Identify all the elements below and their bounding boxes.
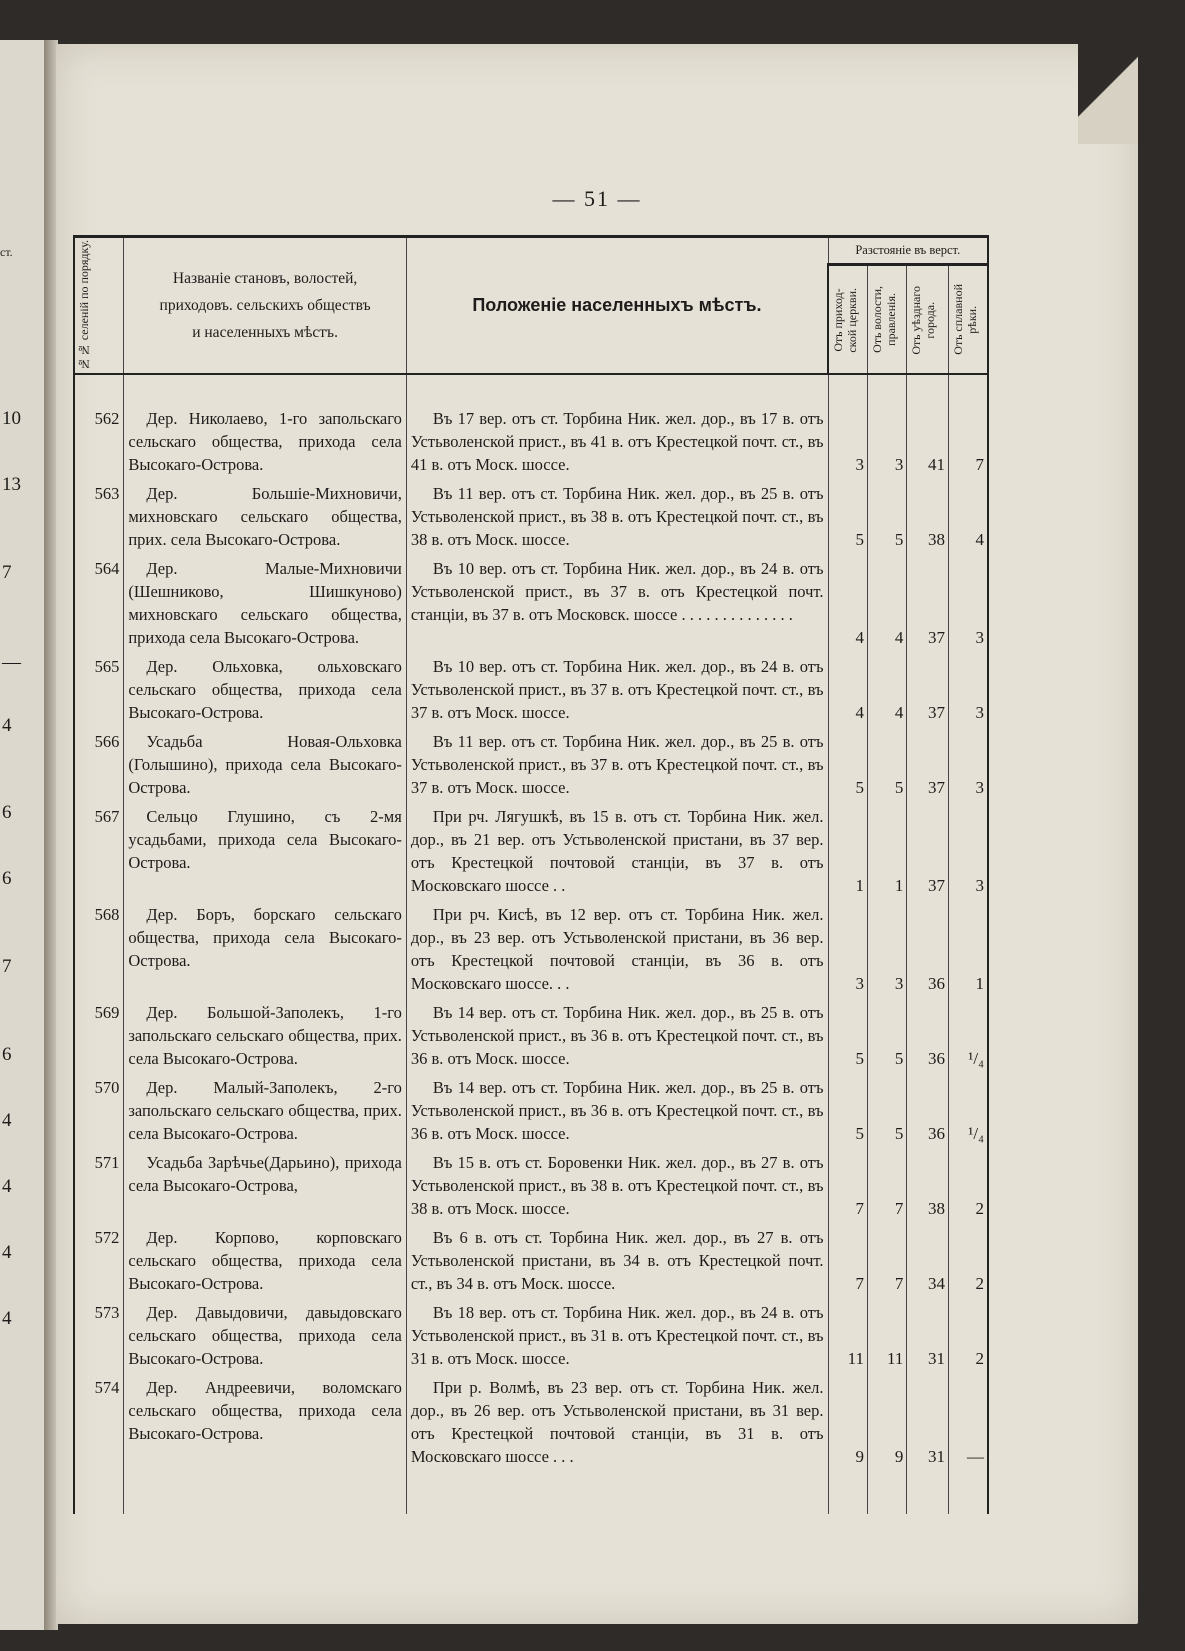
adjacent-page-number: 13 bbox=[2, 474, 21, 495]
table-row bbox=[74, 482, 988, 557]
dist-river: 1 bbox=[948, 903, 988, 1001]
header-dist-river: Отъ сплавной рѣки. bbox=[948, 265, 988, 374]
settlement-number: 562 bbox=[74, 407, 124, 482]
dist-town: 37 bbox=[907, 805, 949, 903]
dist-volost: 5 bbox=[867, 482, 906, 557]
dist-town: 38 bbox=[907, 1151, 949, 1226]
settlement-name: Дер. Ольховка, ольховскаго сельскаго общества, прихода села Высокаго-Острова. bbox=[124, 655, 407, 730]
table-row bbox=[74, 903, 988, 1001]
table-row bbox=[74, 1226, 988, 1301]
dist-volost: 5 bbox=[867, 1001, 906, 1076]
settlement-name: Дер. Андреевичи, воломскаго сельскаго общества, прихода села Высокаго-Острова. bbox=[124, 1376, 407, 1474]
dist-town: 36 bbox=[907, 1001, 949, 1076]
table-row bbox=[74, 1301, 988, 1376]
dist-river: 3 bbox=[948, 805, 988, 903]
dist-church: 3 bbox=[828, 407, 867, 482]
dist-volost: 1 bbox=[867, 805, 906, 903]
dist-river: 3 bbox=[948, 557, 988, 655]
adjacent-page-number: 4 bbox=[2, 1308, 12, 1329]
settlement-location: Въ 11 вер. отъ ст. Торбина Ник. жел. дор., въ 25 в. отъ Устьволенской прист., въ 38 в. отъ Крестецкой почт. ст., въ 38 в. отъ Моск. шоссе. bbox=[406, 482, 828, 557]
table-row bbox=[74, 1001, 988, 1076]
settlement-number: 572 bbox=[74, 1226, 124, 1301]
settlement-number: 567 bbox=[74, 805, 124, 903]
adjacent-page-number: 6 bbox=[2, 802, 12, 823]
settlement-name: Дер. Николаево, 1-го запольскаго сельскаго общества, прихода села Высокаго-Острова. bbox=[124, 407, 407, 482]
settlement-number: 569 bbox=[74, 1001, 124, 1076]
dist-church: 4 bbox=[828, 655, 867, 730]
dist-church: 7 bbox=[828, 1151, 867, 1226]
settlement-location: Въ 14 вер. отъ ст. Торбина Ник. жел. дор., въ 25 в. отъ Устьволенской прист., въ 36 в. отъ Крестецкой почт. ст., въ 36 в. отъ Моск. шоссе. bbox=[406, 1076, 828, 1151]
header-dist-volost: Отъ волости, правленія. bbox=[867, 265, 906, 374]
dist-town: 34 bbox=[907, 1226, 949, 1301]
dist-river: 3 bbox=[948, 655, 988, 730]
dist-volost: 3 bbox=[867, 903, 906, 1001]
settlement-number: 563 bbox=[74, 482, 124, 557]
adjacent-page-header: ст. bbox=[0, 245, 13, 259]
dist-volost: 3 bbox=[867, 407, 906, 482]
table-row bbox=[74, 407, 988, 482]
settlement-number: 570 bbox=[74, 1076, 124, 1151]
dist-church: 11 bbox=[828, 1301, 867, 1376]
dist-town: 41 bbox=[907, 407, 949, 482]
dist-church: 5 bbox=[828, 1076, 867, 1151]
dist-river: 2 bbox=[948, 1226, 988, 1301]
settlement-location: Въ 10 вер. отъ ст. Торбина Ник. жел. дор., въ 24 в. отъ Устьволенской прист., въ 37 в. отъ Крестецкой почт. ст., въ 37 в. отъ Моск. шоссе. bbox=[406, 655, 828, 730]
header-dist-church: Отъ приход- ской церкви. bbox=[828, 265, 867, 374]
settlement-name: Дер. Малый-Заполекъ, 2-го запольскаго сельскаго общества, прих. села Высокаго-Острова. bbox=[124, 1076, 407, 1151]
settlement-name: Дер. Боръ, борскаго сельскаго общества, прихода села Высокаго-Острова. bbox=[124, 903, 407, 1001]
dist-volost: 9 bbox=[867, 1376, 906, 1474]
header-dist-town: Отъ уѣзднаго города. bbox=[907, 265, 949, 374]
page-number: — 51 — bbox=[552, 186, 642, 211]
settlement-location: Въ 6 в. отъ ст. Торбина Ник. жел. дор., въ 27 в. отъ Устьволенской пристани, въ 34 в. отъ Крестецкой почт. ст., въ 34 в. отъ Моск. шоссе. bbox=[406, 1226, 828, 1301]
table-row bbox=[74, 1376, 988, 1474]
settlement-name: Сельцо Глушино, съ 2-мя усадьбами, прихода села Высокаго-Острова. bbox=[124, 805, 407, 903]
table-row bbox=[74, 805, 988, 903]
dist-river: 3 bbox=[948, 730, 988, 805]
dist-town: 31 bbox=[907, 1301, 949, 1376]
header-names: Названіе становъ, волостей, приходовъ. сельскихъ обществъ и населенныхъ мѣстъ. bbox=[124, 237, 407, 375]
settlement-number: 571 bbox=[74, 1151, 124, 1226]
settlement-number: 566 bbox=[74, 730, 124, 805]
header-number: №№ селеній по порядку. bbox=[74, 237, 124, 375]
adjacent-page-number: 7 bbox=[2, 562, 12, 583]
dist-volost: 4 bbox=[867, 655, 906, 730]
settlement-name: Дер. Большой-Заполекъ, 1-го запольскаго сельскаго общества, прих. села Высокаго-Острова. bbox=[124, 1001, 407, 1076]
adjacent-page-number: 7 bbox=[2, 956, 12, 977]
adjacent-page-number: 4 bbox=[2, 715, 12, 736]
dist-church: 5 bbox=[828, 730, 867, 805]
dist-river: ¹/₄ bbox=[948, 1076, 988, 1151]
adjacent-page-number: 10 bbox=[2, 408, 21, 429]
dist-church: 4 bbox=[828, 557, 867, 655]
settlement-name: Дер. Давыдовичи, давыдовскаго сельскаго общества, прихода села Высокаго-Острова. bbox=[124, 1301, 407, 1376]
settlement-location: При рч. Кисѣ, въ 12 вер. отъ ст. Торбина Ник. жел. дор., въ 23 вер. отъ Устьволенской пристани, въ 36 вер. отъ Крестецкой почтовой станціи, въ 36 в. отъ Московскаго шоссе. . . bbox=[406, 903, 828, 1001]
settlement-name: Усадьба Зарѣчье(Дарьино), прихода села Высокаго-Острова, bbox=[124, 1151, 407, 1226]
settlement-name: Дер. Корпово, корповскаго сельскаго общества, прихода села Высокаго-Острова. bbox=[124, 1226, 407, 1301]
dist-volost: 4 bbox=[867, 557, 906, 655]
settlement-number: 574 bbox=[74, 1376, 124, 1474]
table-row bbox=[74, 730, 988, 805]
settlement-number: 568 bbox=[74, 903, 124, 1001]
dist-church: 5 bbox=[828, 482, 867, 557]
dist-volost: 5 bbox=[867, 1076, 906, 1151]
dist-town: 37 bbox=[907, 655, 949, 730]
settlement-name: Дер. Большіе-Михновичи, михновскаго сельскаго общества, прих. села Высокаго-Острова. bbox=[124, 482, 407, 557]
dist-church: 9 bbox=[828, 1376, 867, 1474]
table-row bbox=[74, 655, 988, 730]
dist-town: 37 bbox=[907, 730, 949, 805]
dist-volost: 5 bbox=[867, 730, 906, 805]
settlement-location: Въ 15 в. отъ ст. Боровенки Ник. жел. дор., въ 27 в. отъ Устьволенской прист., въ 38 в. отъ Крестецкой почт. ст., въ 38 в. отъ Моск. шоссе. bbox=[406, 1151, 828, 1226]
dist-volost: 7 bbox=[867, 1151, 906, 1226]
settlement-location: Въ 14 вер. отъ ст. Торбина Ник. жел. дор., въ 25 в. отъ Устьволенской прист., въ 36 в. отъ Крестецкой почт. ст., въ 36 в. отъ Моск. шоссе. bbox=[406, 1001, 828, 1076]
header-position: Положеніе населенныхъ мѣстъ. bbox=[406, 237, 828, 375]
settlement-number: 565 bbox=[74, 655, 124, 730]
table-row bbox=[74, 1076, 988, 1151]
dist-town: 36 bbox=[907, 1076, 949, 1151]
settlement-location: Въ 18 вер. отъ ст. Торбина Ник. жел. дор., въ 24 в. отъ Устьволенской прист., въ 31 в. отъ Крестецкой почт. ст., въ 31 в. отъ Моск. шоссе. bbox=[406, 1301, 828, 1376]
settlement-location: При р. Волмѣ, въ 23 вер. отъ ст. Торбина Ник. жел. дор., въ 26 вер. отъ Устьволенской пристани, въ 31 вер. отъ Крестецкой почтовой станціи, въ 31 в. отъ Московскаго шоссе . . . bbox=[406, 1376, 828, 1474]
adjacent-page-number: — bbox=[2, 652, 21, 673]
dist-river: 2 bbox=[948, 1301, 988, 1376]
dist-river: 7 bbox=[948, 407, 988, 482]
dist-town: 37 bbox=[907, 557, 949, 655]
adjacent-page-number: 4 bbox=[2, 1176, 12, 1197]
dist-church: 3 bbox=[828, 903, 867, 1001]
adjacent-page-number: 4 bbox=[2, 1110, 12, 1131]
dist-river: ¹/₄ bbox=[948, 1001, 988, 1076]
dist-town: 31 bbox=[907, 1376, 949, 1474]
dist-volost: 11 bbox=[867, 1301, 906, 1376]
dist-church: 5 bbox=[828, 1001, 867, 1076]
header-distance-group: Разстояніе въ верст. bbox=[828, 237, 988, 265]
adjacent-page-number: 6 bbox=[2, 1044, 12, 1065]
adjacent-page-edge bbox=[0, 40, 46, 1630]
dist-river: 2 bbox=[948, 1151, 988, 1226]
settlement-location: Въ 17 вер. отъ ст. Торбина Ник. жел. дор., въ 17 в. отъ Устьволенской прист., въ 41 в. отъ Крестецкой почт. ст., въ 41 в. отъ Моск. шоссе. bbox=[406, 407, 828, 482]
dist-river: 4 bbox=[948, 482, 988, 557]
dist-church: 1 bbox=[828, 805, 867, 903]
dist-church: 7 bbox=[828, 1226, 867, 1301]
dist-volost: 7 bbox=[867, 1226, 906, 1301]
dist-town: 38 bbox=[907, 482, 949, 557]
document-page bbox=[56, 44, 1138, 1624]
settlement-name: Дер. Малые-Михновичи (Шешниково, Шишкуново) михновскаго сельскаго общества, прихода села Высокаго-Острова. bbox=[124, 557, 407, 655]
dist-river: — bbox=[948, 1376, 988, 1474]
settlement-location: Въ 11 вер. отъ ст. Торбина Ник. жел. дор., въ 25 в. отъ Устьволенской прист., въ 37 в. отъ Крестецкой почт. ст., въ 37 в. отъ Моск. шоссе. bbox=[406, 730, 828, 805]
dist-town: 36 bbox=[907, 903, 949, 1001]
adjacent-page-number: 6 bbox=[2, 868, 12, 889]
settlements-table bbox=[73, 235, 989, 1514]
settlement-location: Въ 10 вер. отъ ст. Торбина Ник. жел. дор., въ 24 в. отъ Устьволенской прист., въ 37 в. отъ Крестецкой почт. станціи, въ 37 в. отъ Московск. шоссе . . . . . . . . . . . . . . bbox=[406, 557, 828, 655]
settlement-number: 564 bbox=[74, 557, 124, 655]
folded-corner bbox=[1078, 44, 1138, 144]
settlement-location: При рч. Лягушкѣ, въ 15 в. отъ ст. Торбина Ник. жел. дор., въ 21 вер. отъ Устьволенской пристани, въ 37 вер. отъ Крестецкой почтовой станціи, въ 37 в. отъ Московскаго шоссе . . bbox=[406, 805, 828, 903]
settlement-name: Усадьба Новая-Ольховка (Голышино), прихода села Высокаго-Острова. bbox=[124, 730, 407, 805]
adjacent-page-number: 4 bbox=[2, 1242, 12, 1263]
table-row bbox=[74, 557, 988, 655]
table-row bbox=[74, 1151, 988, 1226]
settlement-number: 573 bbox=[74, 1301, 124, 1376]
